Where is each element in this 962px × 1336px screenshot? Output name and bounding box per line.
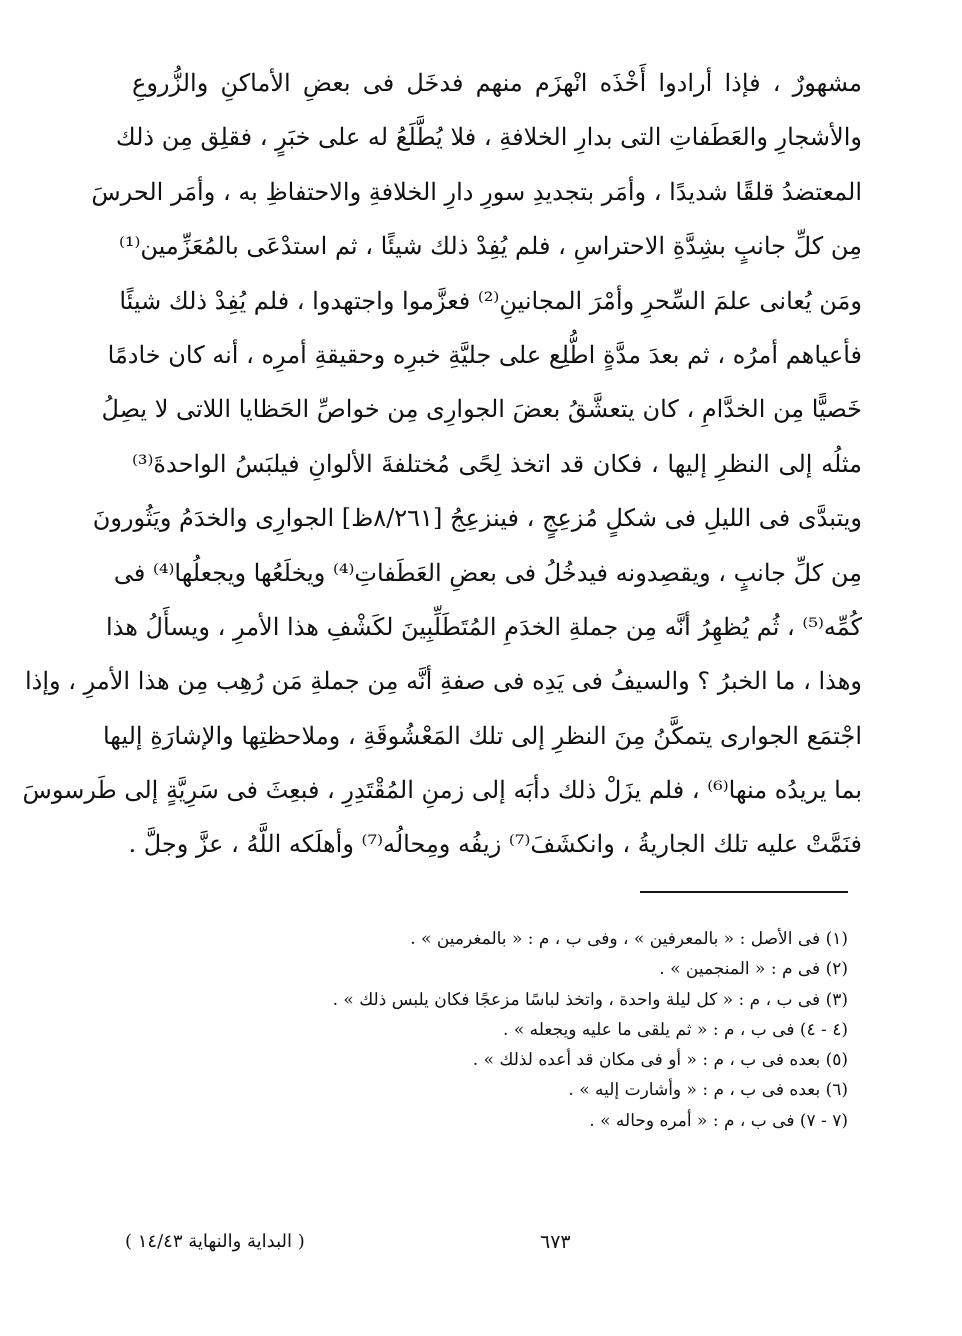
text-line: اجْتمَع الجوارى يتمكَّنُ مِنَ النظرِ إلى تلك المَعْشُوقَةِ ، وملاحظتِها والإشارَةِ إليها — [102, 721, 862, 750]
text-line: والأشجارِ والعَطَفاتِ التى بدارِ الخلافةِ ، فلا يُطَّلَعُ له على خبَرٍ ، فقلِق مِن ذلك — [115, 123, 862, 152]
footnote-3: (٣) فى ب ، م : « كل ليلة واحدة ، واتخذ لباسًا مزعجًا فكان يلبس ذلك » . — [332, 989, 848, 1010]
text-line: خَصيًّا مِن الخدَّامِ ، كان يتعشَّقُ بعضَ الجوارِى مِن خواصِّ الحَظايا اللاتى لا يصِلُ — [101, 395, 862, 424]
text-line: ومَن يُعانى علمَ السِّحرِ وأمْرَ المجانينِ⁽²⁾ فعزَّموا واجتهدوا ، فلم يُفِدْ ذلك شيئًا — [119, 286, 862, 315]
footnote-1: (١) فى الأصل : « بالمعرفين » ، وفى ب ، م : « بالمغرمين » . — [410, 929, 848, 949]
text-line: وهذا ، ما الخبرُ ؟ والسيفُ فى يَدِه فى صفةِ أنَّه مِن جملةِ مَن رُهِب مِن هذا الأمرِ ، وإذا — [25, 667, 862, 696]
footnote-7: (٧ - ٧) فى ب ، م : « أمره وحاله » . — [589, 1110, 848, 1131]
page-number: ٦٧٣ — [540, 1231, 571, 1253]
text-line: ويتبدَّى فى الليلِ فى شكلٍ مُزعِجٍ ، فينزعِجُ [٨/٢٦١ظ] الجوارِى والخدَمُ ويَثُورونَ — [92, 504, 862, 533]
footnote-2: (٢) فى م : « المنجمين » . — [659, 959, 848, 980]
text-line: مِن كلِّ جانبٍ بشِدَّةِ الاحتراسِ ، فلم يُفِدْ ذلك شيئًا ، ثم استدْعَى بالمُعَزِّمين⁽¹⁾ — [118, 232, 862, 261]
text-line: المعتضدُ قلقًا شديدًا ، وأمَر بتجديدِ سورِ دارِ الخلافةِ والاحتفاظِ به ، وأمَر الحرسَ — [91, 177, 862, 206]
text-line: فأعياهم أمرُه ، ثم بعدَ مدَّةٍ اطُّلِع على جليَّةِ خبرِه وحقيقةِ أمرِه ، أنه كان خادمًا — [107, 340, 862, 369]
text-line: بما يريدُه منها⁽⁶⁾ ، فلم يزَلْ ذلك دأبَه إلى زمنِ المُقْتَدِرِ ، فبعِثَ فى سَرِيَّةٍ إلى طَرسوسَ — [22, 776, 862, 805]
main-text-block — [22, 56, 863, 872]
footnotes-block — [180, 924, 848, 1136]
book-reference: ( البداية والنهاية ١٤/٤٣ ) — [125, 1231, 305, 1252]
footnote-6: (٦) بعده فى ب ، م : « وأشارت إليه » . — [568, 1080, 848, 1101]
footnote-4: (٤ - ٤) فى ب ، م : « ثم يلقى ما عليه ويجعله » . — [503, 1019, 848, 1040]
footnote-divider — [640, 891, 848, 893]
text-line: فنَمَّتْ عليه تلك الجاريةُ ، وانكشَفَ⁽⁷⁾ زيفُه ومِحالُه⁽⁷⁾ وأهلَكه اللَّهُ ، عزَّ وجلَّ . — [128, 830, 862, 859]
text-line: مثلُه إلى النظرِ إليها ، فكان قد اتخذ لِحًى مُختلفةَ الألوانِ فيلبَسُ الواحدةَ⁽³⁾ — [132, 449, 862, 478]
text-line: كُمِّه⁽⁵⁾ ، ثُم يُظهِرُ أنَّه مِن جملةِ الخدَمِ المُتَطَلِّبِينَ لكَشْفِ هذا الأمرِ ، ويسأَلُ هذا — [105, 612, 862, 641]
footnote-5: (٥) بعده فى ب ، م : « أو فى مكان قد أعده لذلك » . — [472, 1050, 848, 1071]
text-line: مِن كلِّ جانبٍ ، ويقصِدونه فيدخُلُ فى بعضِ العَطَفاتِ⁽⁴⁾ ويخلَعُها ويجعلُها⁽⁴⁾ فى — [113, 558, 862, 587]
page-footer — [100, 1227, 860, 1257]
text-line: مشهورٌ ، فإذا أرادوا أَخْذَه انْهزَم منهم فدخَل فى بعضِ الأماكنِ والزُّروعِ — [132, 69, 863, 97]
